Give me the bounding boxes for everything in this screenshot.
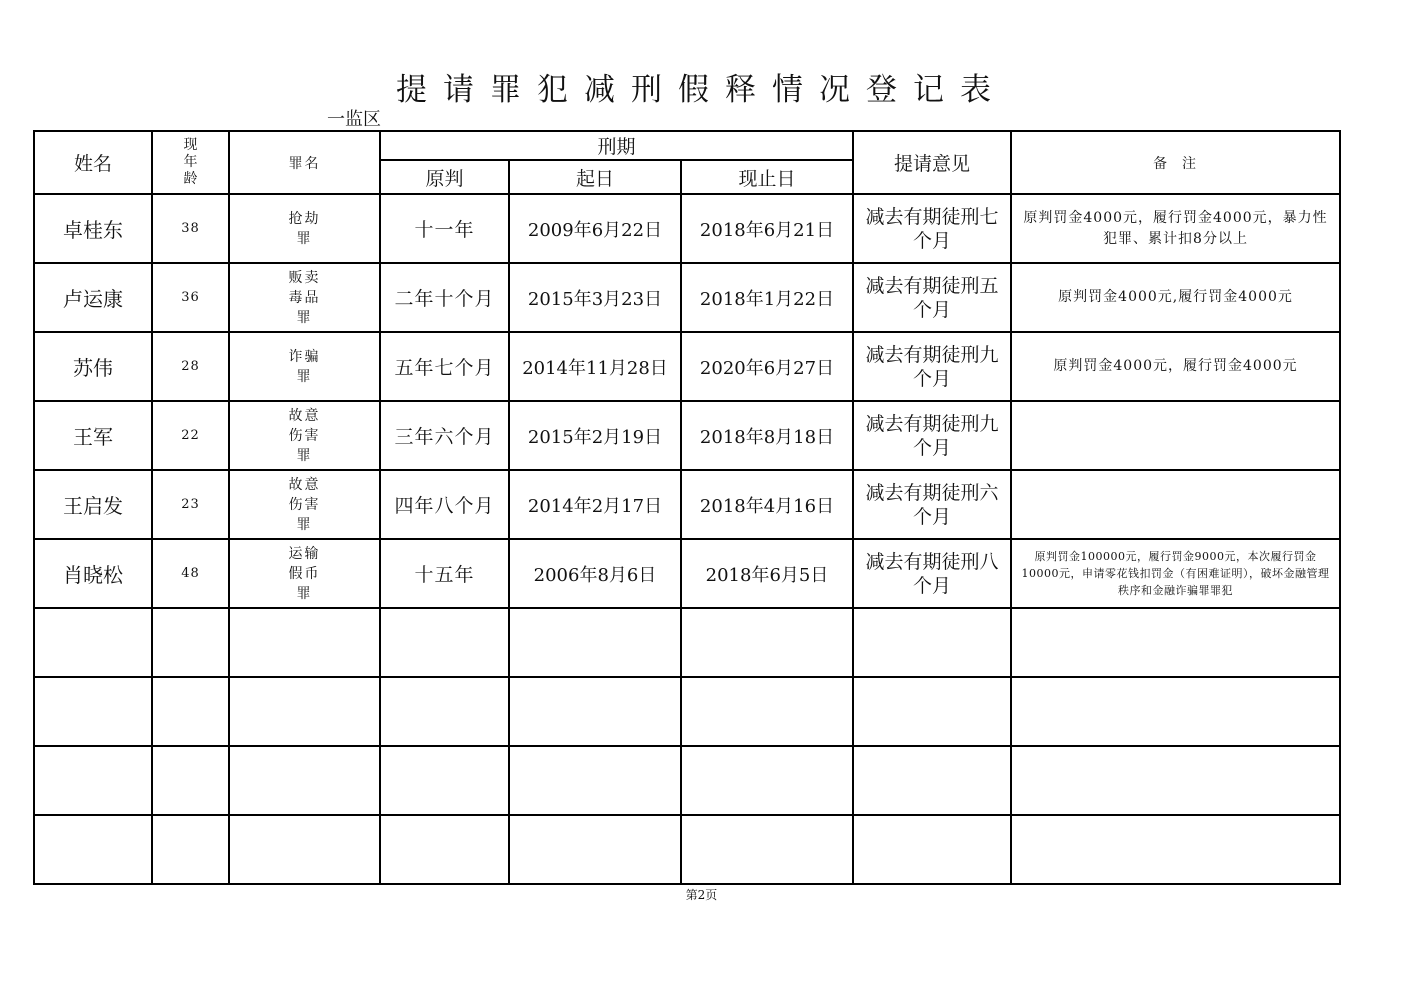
cell-start-date: 2015年3月23日: [509, 263, 681, 332]
cell-end-date: 2018年1月22日: [681, 263, 853, 332]
table-row: [34, 401, 1340, 470]
page-number: 第2页: [685, 888, 718, 902]
cell-start-date: [509, 746, 681, 815]
region-label: 一监区: [327, 109, 381, 130]
header-end: 现止日: [681, 160, 853, 194]
cell-crime: [229, 746, 380, 815]
cell-remarks: 原判罚金100000元，履行罚金9000元，本次履行罚金10000元，申请零花钱扣罚金（有困难证明），破坏金融管理秩序和金融诈骗罪罪犯: [1011, 539, 1340, 608]
cell-name: [34, 677, 152, 746]
cell-original-sentence: [380, 746, 509, 815]
cell-name: 王启发: [34, 470, 152, 539]
table-row: [34, 746, 1340, 815]
header-crime: 罪名: [229, 131, 380, 194]
cell-crime: 故意伤害罪: [229, 470, 380, 539]
cell-crime: 诈骗罪: [229, 332, 380, 401]
cell-age: 28: [152, 332, 229, 401]
cell-original-sentence: [380, 677, 509, 746]
header-row-1: [34, 131, 1340, 160]
cell-start-date: [509, 608, 681, 677]
cell-start-date: 2006年8月6日: [509, 539, 681, 608]
registration-table: [33, 130, 1341, 885]
cell-age: [152, 815, 229, 884]
cell-start-date: 2014年11月28日: [509, 332, 681, 401]
table-row: [34, 815, 1340, 884]
cell-age: 23: [152, 470, 229, 539]
cell-original-sentence: 三年六个月: [380, 401, 509, 470]
header-sentence: 刑期: [380, 131, 853, 160]
cell-name: [34, 746, 152, 815]
table-row: [34, 677, 1340, 746]
header-name: 姓名: [34, 131, 152, 194]
table-row: [34, 539, 1340, 608]
cell-name: 王军: [34, 401, 152, 470]
cell-original-sentence: [380, 608, 509, 677]
cell-opinion: 减去有期徒刑八个月: [853, 539, 1011, 608]
cell-age: [152, 746, 229, 815]
table-row: [34, 263, 1340, 332]
cell-remarks: [1011, 401, 1340, 470]
cell-remarks: [1011, 470, 1340, 539]
cell-name: 卢运康: [34, 263, 152, 332]
cell-opinion: [853, 746, 1011, 815]
header-age: [152, 131, 229, 194]
cell-end-date: 2018年6月5日: [681, 539, 853, 608]
cell-start-date: 2015年2月19日: [509, 401, 681, 470]
cell-crime: [229, 815, 380, 884]
cell-age: [152, 608, 229, 677]
table-row: [34, 470, 1340, 539]
cell-crime: 故意伤害罪: [229, 401, 380, 470]
cell-crime: 抢劫罪: [229, 194, 380, 263]
cell-name: [34, 815, 152, 884]
cell-remarks: [1011, 746, 1340, 815]
cell-start-date: [509, 815, 681, 884]
header-start: 起日: [509, 160, 681, 194]
header-remarks: 备 注: [1011, 131, 1340, 194]
cell-opinion: 减去有期徒刑七个月: [853, 194, 1011, 263]
header-original: 原判: [380, 160, 509, 194]
cell-original-sentence: 四年八个月: [380, 470, 509, 539]
cell-end-date: 2018年6月21日: [681, 194, 853, 263]
cell-age: 22: [152, 401, 229, 470]
cell-remarks: [1011, 608, 1340, 677]
cell-opinion: [853, 608, 1011, 677]
cell-end-date: [681, 815, 853, 884]
cell-end-date: [681, 608, 853, 677]
cell-opinion: 减去有期徒刑九个月: [853, 401, 1011, 470]
cell-name: [34, 608, 152, 677]
cell-original-sentence: 二年十个月: [380, 263, 509, 332]
cell-age: [152, 677, 229, 746]
cell-age: 48: [152, 539, 229, 608]
table-row: [34, 194, 1340, 263]
cell-opinion: 减去有期徒刑五个月: [853, 263, 1011, 332]
cell-original-sentence: 五年七个月: [380, 332, 509, 401]
table-row: [34, 608, 1340, 677]
cell-remarks: 原判罚金4000元，履行罚金4000元: [1011, 332, 1340, 401]
cell-opinion: 减去有期徒刑六个月: [853, 470, 1011, 539]
cell-age: 36: [152, 263, 229, 332]
cell-opinion: 减去有期徒刑九个月: [853, 332, 1011, 401]
cell-start-date: 2009年6月22日: [509, 194, 681, 263]
cell-end-date: 2018年8月18日: [681, 401, 853, 470]
cell-end-date: 2018年4月16日: [681, 470, 853, 539]
cell-crime: 贩卖毒品罪: [229, 263, 380, 332]
cell-age: 38: [152, 194, 229, 263]
cell-name: 肖晓松: [34, 539, 152, 608]
page-title: 提请罪犯减刑假释情况登记表: [396, 72, 1007, 108]
header-age-text: 现年龄: [183, 137, 198, 187]
cell-name: 苏伟: [34, 332, 152, 401]
cell-crime: [229, 677, 380, 746]
cell-crime: 运输假币罪: [229, 539, 380, 608]
cell-start-date: [509, 677, 681, 746]
table-row: [34, 332, 1340, 401]
cell-original-sentence: 十五年: [380, 539, 509, 608]
cell-name: 卓桂东: [34, 194, 152, 263]
cell-remarks: 原判罚金4000元，履行罚金4000元，暴力性犯罪、累计扣8分以上: [1011, 194, 1340, 263]
cell-remarks: [1011, 815, 1340, 884]
cell-opinion: [853, 677, 1011, 746]
cell-end-date: [681, 746, 853, 815]
cell-start-date: 2014年2月17日: [509, 470, 681, 539]
cell-original-sentence: [380, 815, 509, 884]
cell-remarks: [1011, 677, 1340, 746]
cell-crime: [229, 608, 380, 677]
cell-original-sentence: 十一年: [380, 194, 509, 263]
header-opinion: 提请意见: [853, 131, 1011, 194]
cell-remarks: 原判罚金4000元,履行罚金4000元: [1011, 263, 1340, 332]
cell-opinion: [853, 815, 1011, 884]
cell-end-date: 2020年6月27日: [681, 332, 853, 401]
cell-end-date: [681, 677, 853, 746]
